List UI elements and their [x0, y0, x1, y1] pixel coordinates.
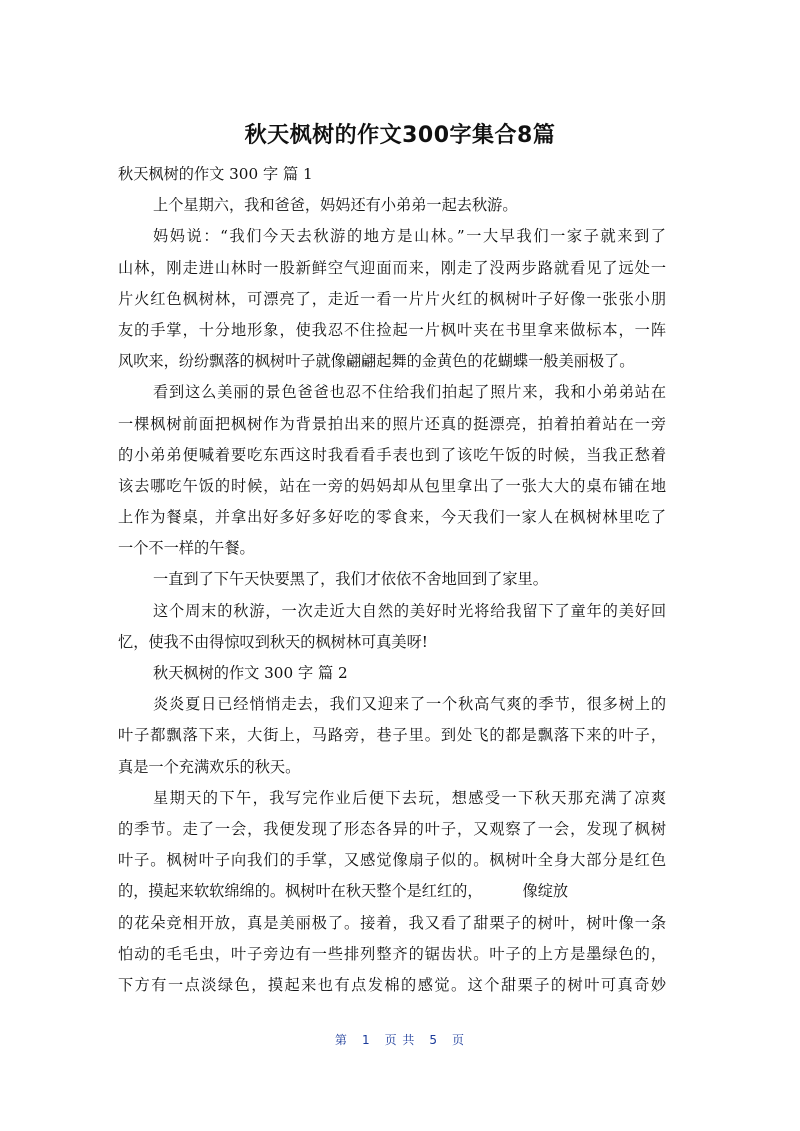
paragraph-line: 这个周末的秋游，一次走近大自然的美好时光将给我留下了童年的美好回	[153, 601, 666, 620]
paragraph-line: 真是一个充满欢乐的秋天。	[118, 757, 301, 776]
paragraph-line: 星期天的下午，我写完作业后便下去玩，想感受一下秋天那充满了凉爽	[153, 788, 666, 807]
footer-prefix: 第	[334, 1033, 348, 1047]
page-footer	[0, 1031, 800, 1048]
paragraph-line: 的小弟弟便喊着要吃东西这时我看看手表也到了该吃午饭的时候，当我正愁着	[118, 445, 666, 464]
paragraph-line: 怕动的毛毛虫，叶子旁边有一些排列整齐的锯齿状。叶子的上方是墨绿色的，	[118, 944, 666, 963]
paragraph-line: 炎炎夏日已经悄悄走去，我们又迎来了一个秋高气爽的季节，很多树上的	[153, 695, 666, 714]
paragraph-line: 上作为餐桌，并拿出好多好多好吃的零食来，今天我们一家人在枫树林里吃了	[118, 508, 666, 527]
paragraph-line: 的季节。走了一会，我便发现了形态各异的叶子，又观察了一会，发现了枫树	[118, 819, 666, 838]
paragraph-line: 忆，使我不由得惊叹到秋天的枫树林可真美呀!	[118, 632, 428, 651]
paragraph-line: 一个不一样的午餐。	[118, 539, 255, 558]
paragraph-line-with-gap	[118, 876, 666, 907]
paragraph-fragment: 像绽放	[522, 882, 569, 901]
paragraph-line: 叶子都飘落下来，大街上，马路旁，巷子里。到处飞的都是飘落下来的叶子，	[118, 726, 666, 745]
footer-total-pages: 5	[429, 1033, 439, 1047]
paragraph-line: 叶子。枫树叶子向我们的手掌，又感觉像扇子似的。枫树叶全身大部分是红色	[118, 851, 666, 870]
paragraph-line: 一直到了下午天快要黑了，我们才依依不舍地回到了家里。	[153, 570, 548, 589]
paragraph-line: 山林，刚走进山林时一股新鲜空气迎面而来，刚走了没两步路就看见了远处一	[118, 258, 666, 277]
footer-suffix: 页	[452, 1033, 466, 1047]
paragraph-fragment: 的，摸起来软软绵绵的。枫树叶在秋天整个是红红的，	[118, 882, 483, 901]
paragraph-line: 片火红色枫树林，可漂亮了，走近一看一片片火红的枫树叶子好像一张张小朋	[118, 289, 666, 308]
paragraph-line: 的花朵竞相开放，真是美丽极了。接着，我又看了甜栗子的树叶，树叶像一条	[118, 913, 666, 932]
paragraph-line: 上个星期六，我和爸爸，妈妈还有小弟弟一起去秋游。	[153, 196, 518, 215]
paragraph-line: 看到这么美丽的景色爸爸也忍不住给我们拍起了照片来，我和小弟弟站在	[153, 383, 666, 402]
paragraph-line: 友的手掌，十分地形象，使我忍不住捡起一片枫叶夹在书里拿来做标本，一阵	[118, 320, 666, 339]
paragraph-line: 妈妈说：“我们今天去秋游的地方是山林。”一大早我们一家子就来到了	[153, 227, 666, 246]
paragraph-line: 一棵枫树前面把枫树作为背景拍出来的照片还真的挺漂亮，拍着拍着站在一旁	[118, 414, 666, 433]
footer-page-number: 1	[361, 1033, 371, 1047]
paragraph-line: 风吹来，纷纷飘落的枫树叶子就像翩翩起舞的金黄色的花蝴蝶一般美丽极了。	[118, 352, 635, 371]
section-heading-1: 秋天枫树的作文 300 字 篇 1	[118, 165, 313, 183]
document-body	[118, 159, 666, 1001]
page-title: 秋天枫树的作文300字集合8篇	[244, 123, 556, 148]
paragraph-line: 该去哪吃午饭的时候，站在一旁的妈妈却从包里拿出了一张大大的桌布铺在地	[118, 476, 666, 495]
section-heading-2: 秋天枫树的作文 300 字 篇 2	[153, 664, 348, 682]
footer-middle: 页 共	[384, 1033, 416, 1047]
paragraph-line: 下方有一点淡绿色，摸起来也有点发棉的感觉。这个甜栗子的树叶可真奇妙	[118, 975, 666, 994]
